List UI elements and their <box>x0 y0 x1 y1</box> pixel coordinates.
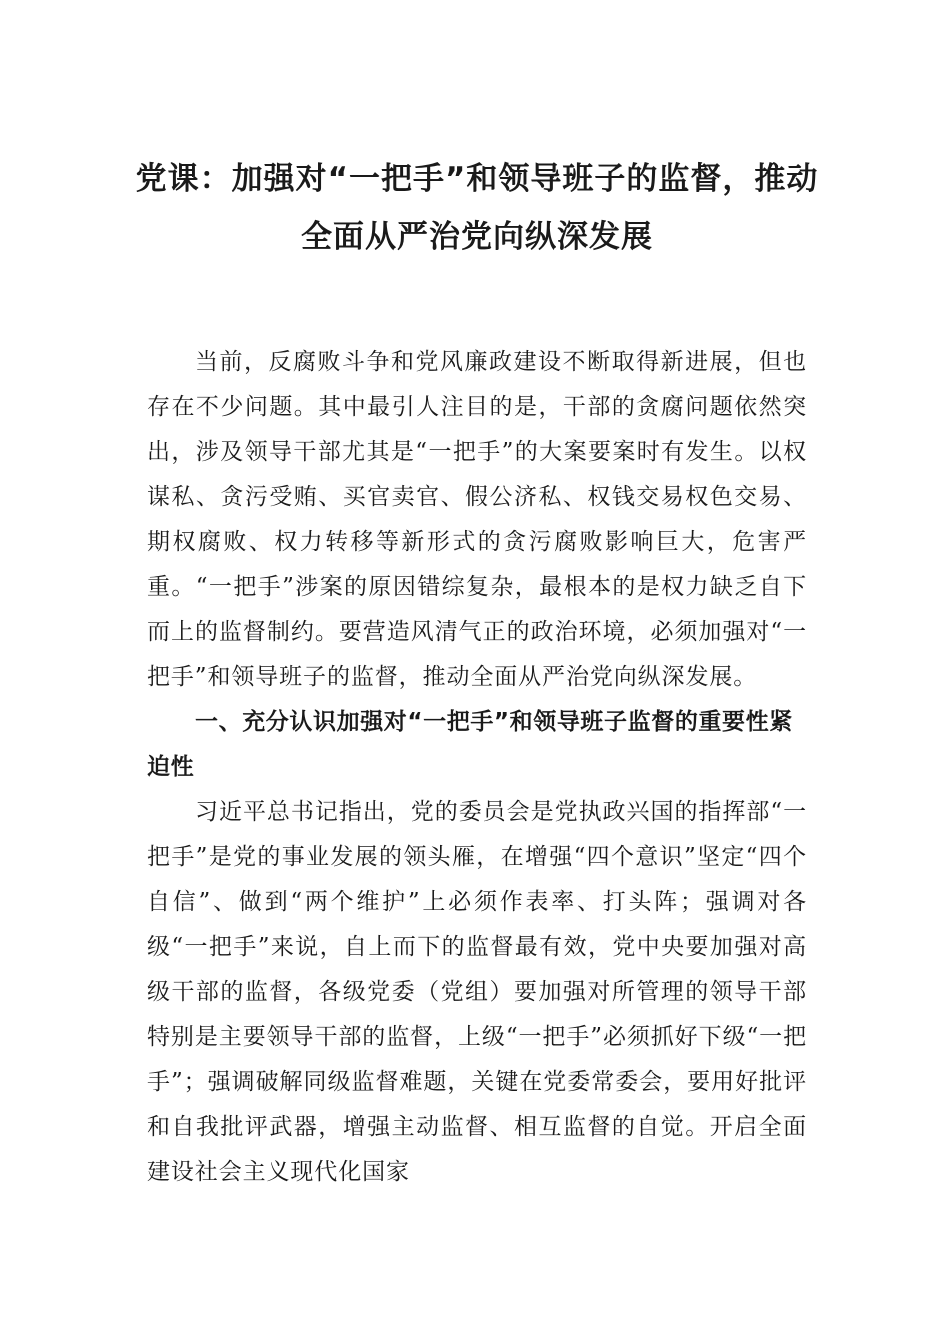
document-page <box>135 150 819 1195</box>
section-heading: 一、充分认识加强对“一把手”和领导班子监督的重要性紧迫性 <box>147 709 793 780</box>
intro-paragraph: 当前，反腐败斗争和党风廉政建设不断取得新进展，但也存在不少问题。其中最引人注目的是，干部的贪腐问题依然突出，涉及领导干部尤其是“一把手”的大案要案时有发生。以权谋私、贪污受贿、买官卖官、假公济私、权钱交易权色交易、期权腐败、权力转移等新形式的贪污腐败影响巨大，危害严重。“一把手”涉案的原因错综复杂，最根本的是权力缺乏自下而上的监督制约。要营造风清气正的政治环境，必须加强对“一把手”和领导班子的监督，推动全面从严治党向纵深发展。 <box>147 349 807 690</box>
section-paragraph: 习近平总书记指出，党的委员会是党执政兴国的指挥部“一把手”是党的事业发展的领头雁，在增强“四个意识”坚定“四个自信”、做到“两个维护”上必须作表率、打头阵；强调对各级“一把手”来说，自上而下的监督最有效，党中央要加强对高级干部的监督，各级党委（党组）要加强对所管理的领导干部特别是主要领导干部的监督，上级“一把手”必须抓好下级“一把手”；强调破解同级监督难题，关键在党委常委会，要用好批评和自我批评武器，增强主动监督、相互监督的自觉。开启全面建设社会主义现代化国家 <box>147 799 807 1185</box>
document-body <box>147 340 807 1195</box>
document-title: 党课：加强对“一把手”和领导班子的监督，推动全面从严治党向纵深发展 <box>135 161 819 255</box>
